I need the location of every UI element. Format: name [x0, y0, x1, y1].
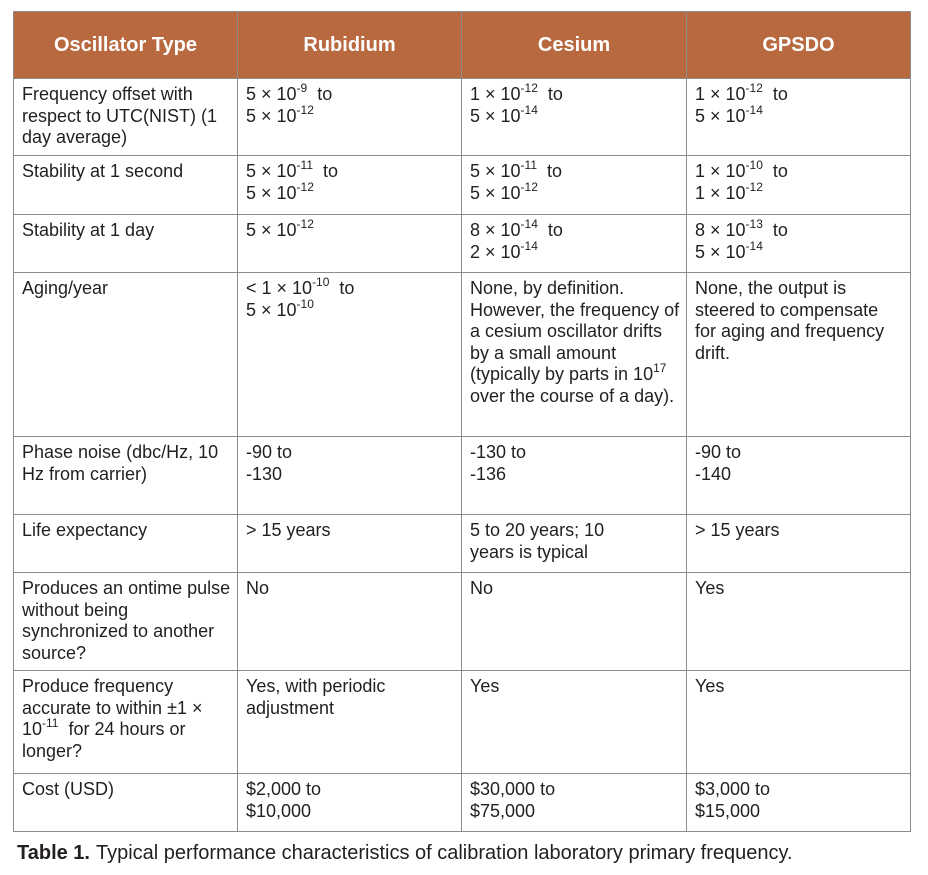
oscillator-comparison-table	[13, 11, 911, 832]
header-cesium: Cesium	[462, 12, 687, 79]
table-cell: $1 \times 10^{-12}$ to $5 \times 10^{-14}$	[687, 79, 911, 156]
table-row	[14, 156, 911, 215]
table-cell: Yes	[687, 671, 911, 774]
caption-text: Typical performance characteristics of calibration laboratory primary frequency.	[96, 842, 793, 864]
table-row	[14, 79, 911, 156]
row-label: Produce frequency accurate to within $\pm 1 \times 10^{-11}$ for 24 hours or longer?	[14, 671, 238, 774]
header-oscillator-type: Oscillator Type	[14, 12, 238, 79]
table-cell: $5 \times 10^{-9}$ to $5 \times 10^{-12}$	[238, 79, 462, 156]
table-row	[14, 573, 911, 671]
row-label: Frequency offset with respect to UTC(NIST) (1 day average)	[14, 79, 238, 156]
table-row	[14, 437, 911, 515]
table-cell: None, the output is steered to compensate for aging and frequency drift.	[687, 273, 911, 437]
table-cell: Yes	[462, 671, 687, 774]
table-row	[14, 273, 911, 437]
row-label: Life expectancy	[14, 515, 238, 573]
caption-label: Table 1.	[17, 842, 90, 864]
table-cell: < $1 \times 10^{-10}$ to $5 \times 10^{-10}$	[238, 273, 462, 437]
table-cell: -90 to -130	[238, 437, 462, 515]
row-label: Phase noise (dbc/Hz, 10 Hz from carrier)	[14, 437, 238, 515]
table-cell: No	[238, 573, 462, 671]
table-cell: -130 to -136	[462, 437, 687, 515]
table-cell: > 15 years	[687, 515, 911, 573]
header-gpsdo: GPSDO	[687, 12, 911, 79]
table-cell: Yes	[687, 573, 911, 671]
table-row	[14, 671, 911, 774]
table-cell: $5 \times 10^{-12}$	[238, 215, 462, 273]
table-row	[14, 215, 911, 273]
row-label: Produces an ontime pulse without being synchronized to another source?	[14, 573, 238, 671]
row-label: Cost (USD)	[14, 774, 238, 832]
table-cell: $8 \times 10^{-14}$ to $2 \times 10^{-14}$	[462, 215, 687, 273]
table-row	[14, 774, 911, 832]
header-row	[14, 12, 911, 79]
table-cell: None, by definition. However, the frequency of a cesium oscillator drifts by a small amount (typically by parts in $10^{17}$ over the course of a day).	[462, 273, 687, 437]
table-cell: $1 \times 10^{-10}$ to $1 \times 10^{-12}$	[687, 156, 911, 215]
row-label: Aging/year	[14, 273, 238, 437]
table-cell: No	[462, 573, 687, 671]
row-label: Stability at 1 second	[14, 156, 238, 215]
header-rubidium: Rubidium	[238, 12, 462, 79]
table-cell: 5 to 20 years; 10 years is typical	[462, 515, 687, 573]
table-caption	[17, 842, 793, 865]
table-cell: $30,000 to $75,000	[462, 774, 687, 832]
row-label: Stability at 1 day	[14, 215, 238, 273]
table-cell: > 15 years	[238, 515, 462, 573]
table-cell: $5 \times 10^{-11}$ to $5 \times 10^{-12}$	[462, 156, 687, 215]
table-cell: $5 \times 10^{-11}$ to $5 \times 10^{-12}$	[238, 156, 462, 215]
table-cell: $8 \times 10^{-13}$ to $5 \times 10^{-14}$	[687, 215, 911, 273]
table-cell: $3,000 to $15,000	[687, 774, 911, 832]
table-cell: -90 to -140	[687, 437, 911, 515]
table-cell: $1 \times 10^{-12}$ to $5 \times 10^{-14}$	[462, 79, 687, 156]
table-cell: $2,000 to $10,000	[238, 774, 462, 832]
table-row	[14, 515, 911, 573]
table-cell: Yes, with periodic adjustment	[238, 671, 462, 774]
